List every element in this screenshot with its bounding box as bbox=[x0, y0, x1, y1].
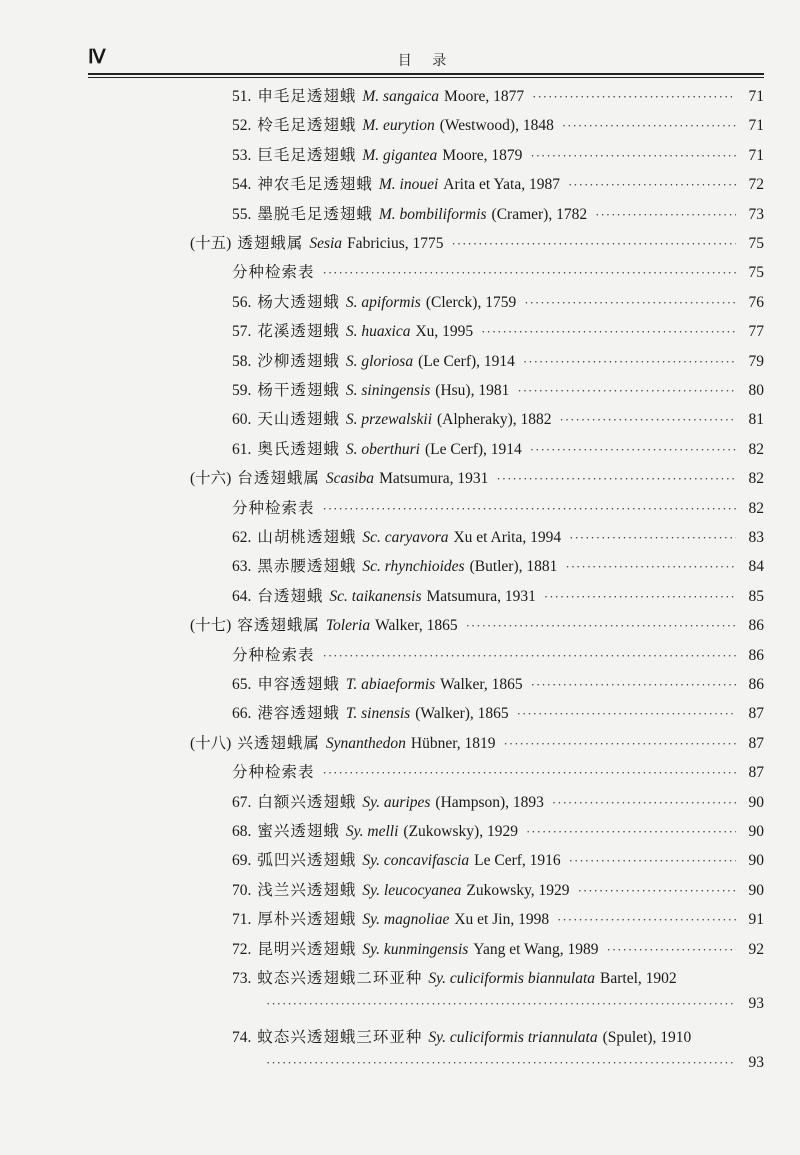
entry-number: 70. bbox=[232, 881, 252, 899]
page-number-ref: 91 bbox=[748, 911, 764, 929]
page-number-ref: 71 bbox=[748, 146, 764, 164]
chinese-name: 柃毛足透翅蛾 bbox=[257, 116, 357, 135]
toc-entry bbox=[232, 966, 764, 990]
entry-number: 69. bbox=[232, 852, 252, 870]
page-number-ref: 83 bbox=[748, 529, 764, 546]
page-number-ref: 82 bbox=[748, 470, 764, 488]
entry-number: (十八) bbox=[190, 734, 232, 752]
toc-entry bbox=[232, 525, 764, 549]
entry-number: 68. bbox=[232, 823, 252, 840]
chinese-name: 蚊态兴透翅蛾二环亚种 bbox=[257, 969, 423, 987]
leader-dots bbox=[560, 412, 736, 428]
leader-dots bbox=[266, 996, 736, 1012]
page-number-ref: 82 bbox=[748, 440, 764, 458]
toc-key-entry bbox=[232, 260, 764, 284]
chinese-name: 花溪透翅蛾 bbox=[257, 322, 340, 341]
authority: (Clerck), 1759 bbox=[425, 293, 517, 311]
leader-dots bbox=[531, 677, 736, 693]
toc-entry bbox=[232, 172, 764, 196]
authority: (Westwood), 1848 bbox=[439, 117, 554, 135]
authority: (Hampson), 1893 bbox=[435, 793, 544, 811]
page-number-ref: 93 bbox=[748, 995, 764, 1013]
entry-number: 67. bbox=[232, 793, 252, 811]
authority: (Spulet), 1910 bbox=[602, 1028, 692, 1046]
toc-entry-continuation bbox=[266, 1054, 764, 1078]
authority: Yang et Wang, 1989 bbox=[473, 940, 599, 958]
leader-dots bbox=[504, 736, 736, 752]
toc-entry bbox=[232, 113, 764, 137]
entry-number: 65. bbox=[232, 676, 252, 693]
chinese-name: 蚊态兴透翅蛾三环亚种 bbox=[257, 1027, 423, 1046]
chinese-name: 神农毛足透翅蛾 bbox=[257, 175, 373, 194]
authority: Arita et Yata, 1987 bbox=[443, 176, 560, 194]
entry-number: 55. bbox=[232, 205, 252, 223]
toc-section bbox=[190, 613, 764, 637]
entry-number: 51. bbox=[232, 88, 252, 105]
running-title: 目 录 bbox=[397, 53, 455, 69]
leader-dots bbox=[517, 383, 736, 399]
toc-section bbox=[190, 731, 764, 755]
authority: Walker, 1865 bbox=[375, 617, 458, 635]
entry-number: 54. bbox=[232, 176, 252, 194]
chinese-name: 山胡桃透翅蛾 bbox=[257, 528, 357, 546]
chinese-name: 透翅蛾属 bbox=[237, 234, 304, 252]
scientific-name: Sy. melli bbox=[345, 823, 399, 840]
chinese-name: 墨脱毛足透翅蛾 bbox=[257, 204, 373, 223]
chinese-name: 杨干透翅蛾 bbox=[257, 381, 340, 399]
chinese-name: 港容透翅蛾 bbox=[257, 704, 340, 723]
toc-key-entry bbox=[232, 760, 764, 784]
leader-dots bbox=[517, 706, 736, 722]
leader-dots bbox=[530, 148, 736, 164]
chinese-name: 分种检索表 bbox=[232, 763, 315, 782]
scientific-name: M. inouei bbox=[378, 176, 439, 194]
entry-number: 71. bbox=[232, 911, 252, 929]
leader-dots bbox=[496, 471, 736, 487]
entry-number: (十六) bbox=[190, 470, 232, 488]
scientific-name: Sy. auripes bbox=[362, 793, 431, 811]
entry-number: 72. bbox=[232, 940, 252, 958]
page-number-ref: 92 bbox=[748, 940, 764, 958]
authority: (Le Cerf), 1914 bbox=[418, 352, 515, 370]
toc-entry bbox=[232, 407, 764, 431]
leader-dots bbox=[569, 853, 736, 869]
authority: Fabricius, 1775 bbox=[347, 235, 444, 252]
page-number-ref: 90 bbox=[748, 823, 764, 840]
chinese-name: 弧凹兴透翅蛾 bbox=[257, 851, 357, 870]
toc-entry bbox=[232, 202, 764, 226]
toc-entry bbox=[232, 701, 764, 725]
toc-section bbox=[190, 231, 764, 255]
scientific-name: T. abiaeformis bbox=[345, 676, 436, 693]
page-number-ref: 77 bbox=[748, 323, 764, 341]
toc-entry bbox=[232, 554, 764, 578]
authority: (Hsu), 1981 bbox=[435, 382, 510, 399]
toc-entry bbox=[232, 907, 764, 931]
authority: Xu, 1995 bbox=[415, 323, 474, 341]
scientific-name: Scasiba bbox=[325, 470, 375, 488]
chinese-name: 昆明兴透翅蛾 bbox=[257, 939, 357, 958]
page-number-ref: 80 bbox=[748, 382, 764, 399]
scientific-name: Sy. concavifascia bbox=[362, 852, 470, 870]
page-number-ref: 79 bbox=[748, 352, 764, 370]
leader-dots bbox=[466, 618, 736, 634]
toc-entry bbox=[232, 290, 764, 314]
entry-number: 64. bbox=[232, 587, 252, 605]
entry-number: 73. bbox=[232, 970, 252, 987]
authority: Xu et Arita, 1994 bbox=[453, 529, 562, 546]
chinese-name: 台透翅蛾属 bbox=[237, 469, 320, 488]
entry-number: 63. bbox=[232, 558, 252, 576]
entry-number: 52. bbox=[232, 117, 252, 135]
toc-entry bbox=[232, 319, 764, 343]
page-number-ref: 86 bbox=[748, 646, 764, 664]
page-number-ref: 87 bbox=[748, 734, 764, 752]
authority: Hübner, 1819 bbox=[410, 734, 496, 752]
page-number: Ⅳ bbox=[88, 47, 106, 68]
scientific-name: Sesia bbox=[309, 235, 343, 252]
toc-entry bbox=[232, 378, 764, 402]
page-number-ref: 87 bbox=[748, 764, 764, 782]
leader-dots bbox=[578, 883, 736, 899]
entry-number: 61. bbox=[232, 440, 252, 458]
entry-number: 53. bbox=[232, 146, 252, 164]
chinese-name: 杨大透翅蛾 bbox=[257, 292, 340, 311]
authority: (Butler), 1881 bbox=[469, 558, 558, 576]
toc-key-entry bbox=[232, 496, 764, 520]
authority: (Zukowsky), 1929 bbox=[403, 823, 518, 840]
page-number-ref: 84 bbox=[748, 558, 764, 576]
authority: (Le Cerf), 1914 bbox=[424, 440, 522, 458]
chinese-name: 巨毛足透翅蛾 bbox=[257, 145, 357, 164]
authority: (Walker), 1865 bbox=[415, 705, 509, 723]
scientific-name: S. gloriosa bbox=[345, 352, 414, 370]
page-number-ref: 71 bbox=[748, 117, 764, 135]
entry-number: 57. bbox=[232, 323, 252, 341]
page-number-ref: 81 bbox=[748, 411, 764, 429]
toc-entry bbox=[232, 437, 764, 461]
leader-dots bbox=[323, 765, 736, 781]
entry-number: 60. bbox=[232, 411, 252, 429]
chinese-name: 蜜兴透翅蛾 bbox=[257, 822, 340, 840]
authority: Zukowsky, 1929 bbox=[466, 881, 570, 899]
toc-entry-continuation bbox=[266, 995, 764, 1019]
toc-entry bbox=[232, 84, 764, 108]
leader-dots bbox=[565, 559, 736, 575]
leader-dots bbox=[323, 648, 736, 664]
chinese-name: 台透翅蛾 bbox=[257, 586, 324, 605]
chinese-name: 申毛足透翅蛾 bbox=[257, 87, 357, 105]
header-rule-thick bbox=[88, 73, 764, 75]
page-number-ref: 72 bbox=[748, 176, 764, 194]
page-number-ref: 75 bbox=[748, 235, 764, 252]
leader-dots bbox=[323, 265, 736, 281]
scientific-name: M. eurytion bbox=[362, 117, 435, 135]
leader-dots bbox=[532, 89, 736, 105]
scientific-name: M. gigantea bbox=[362, 146, 438, 164]
page-number-ref: 90 bbox=[748, 852, 764, 870]
scientific-name: S. oberthuri bbox=[345, 440, 420, 458]
leader-dots bbox=[557, 912, 736, 928]
scientific-name: Sy. leucocyanea bbox=[362, 881, 462, 899]
toc-entry bbox=[232, 349, 764, 373]
header-rule-thin bbox=[88, 77, 764, 78]
chinese-name: 分种检索表 bbox=[232, 263, 315, 282]
chinese-name: 兴透翅蛾属 bbox=[237, 733, 320, 752]
page-number-ref: 82 bbox=[748, 499, 764, 517]
leader-dots bbox=[481, 324, 736, 340]
page-number-ref: 87 bbox=[748, 705, 764, 723]
scientific-name: S. huaxica bbox=[345, 323, 411, 341]
leader-dots bbox=[562, 118, 736, 134]
chinese-name: 厚朴兴透翅蛾 bbox=[257, 910, 357, 929]
scientific-name: Sy. culiciformis biannulata bbox=[428, 970, 596, 987]
scientific-name: M. sangaica bbox=[362, 88, 440, 105]
leader-dots bbox=[323, 501, 736, 517]
authority: Bartel, 1902 bbox=[600, 970, 677, 987]
toc-entry bbox=[232, 672, 764, 696]
leader-dots bbox=[524, 295, 736, 311]
page-number-ref: 73 bbox=[748, 205, 764, 223]
toc-entry bbox=[232, 819, 764, 843]
entry-number: (十七) bbox=[190, 617, 232, 635]
page-number-ref: 76 bbox=[748, 293, 764, 311]
page-number-ref: 86 bbox=[748, 617, 764, 635]
authority: Walker, 1865 bbox=[440, 676, 523, 693]
authority: Moore, 1879 bbox=[442, 146, 523, 164]
toc-entry bbox=[232, 790, 764, 814]
page-number-ref: 90 bbox=[748, 881, 764, 899]
authority: Xu et Jin, 1998 bbox=[454, 911, 550, 929]
page-number-ref: 75 bbox=[748, 264, 764, 282]
toc-section bbox=[190, 466, 764, 490]
leader-dots bbox=[523, 354, 736, 370]
page-number-ref: 86 bbox=[748, 676, 764, 693]
scientific-name: T. sinensis bbox=[345, 705, 411, 723]
entry-number: 74. bbox=[232, 1028, 252, 1046]
authority: (Alpheraky), 1882 bbox=[437, 411, 552, 429]
authority: Le Cerf, 1916 bbox=[474, 852, 561, 870]
leader-dots bbox=[526, 824, 736, 840]
scientific-name: Sc. taikanensis bbox=[329, 587, 422, 605]
scientific-name: M. bombiliformis bbox=[378, 205, 487, 223]
toc-entry bbox=[232, 584, 764, 608]
scientific-name: S. apiformis bbox=[345, 293, 421, 311]
scientific-name: Synanthedon bbox=[325, 734, 406, 752]
page-number-ref: 85 bbox=[748, 587, 764, 605]
leader-dots bbox=[544, 589, 736, 605]
chinese-name: 分种检索表 bbox=[232, 498, 315, 517]
leader-dots bbox=[530, 442, 736, 458]
scientific-name: S. siningensis bbox=[345, 382, 431, 399]
entry-number: 59. bbox=[232, 382, 252, 399]
leader-dots bbox=[595, 207, 736, 223]
entry-number: 56. bbox=[232, 293, 252, 311]
chinese-name: 黑赤腰透翅蛾 bbox=[257, 557, 357, 576]
chinese-name: 浅兰兴透翅蛾 bbox=[257, 880, 357, 899]
page-header bbox=[88, 44, 764, 74]
chinese-name: 沙柳透翅蛾 bbox=[257, 351, 340, 370]
page-number-ref: 71 bbox=[748, 88, 764, 105]
toc-entry bbox=[232, 1025, 764, 1049]
toc-entry bbox=[232, 937, 764, 961]
toc-entry bbox=[232, 848, 764, 872]
authority: (Cramer), 1782 bbox=[491, 205, 588, 223]
chinese-name: 容透翅蛾属 bbox=[237, 616, 320, 635]
scientific-name: Sc. rhynchioides bbox=[362, 558, 465, 576]
leader-dots bbox=[552, 795, 736, 811]
scientific-name: Sy. kunmingensis bbox=[362, 940, 469, 958]
chinese-name: 天山透翅蛾 bbox=[257, 410, 340, 429]
page-number-ref: 93 bbox=[748, 1054, 764, 1072]
scientific-name: S. przewalskii bbox=[345, 411, 433, 429]
leader-dots bbox=[452, 236, 737, 252]
scientific-name: Sc. caryavora bbox=[362, 529, 449, 546]
leader-dots bbox=[569, 530, 736, 546]
toc-entry bbox=[232, 143, 764, 167]
chinese-name: 奥氏透翅蛾 bbox=[257, 439, 340, 458]
scientific-name: Sy. magnoliae bbox=[362, 911, 450, 929]
entry-number: 66. bbox=[232, 705, 252, 723]
entry-number: (十五) bbox=[190, 235, 232, 252]
leader-dots bbox=[266, 1055, 736, 1071]
entry-number: 58. bbox=[232, 352, 252, 370]
leader-dots bbox=[568, 177, 736, 193]
scientific-name: Toleria bbox=[325, 617, 371, 635]
leader-dots bbox=[607, 942, 737, 958]
page-number-ref: 90 bbox=[748, 793, 764, 811]
chinese-name: 申容透翅蛾 bbox=[257, 675, 340, 693]
chinese-name: 白额兴透翅蛾 bbox=[257, 792, 357, 811]
entry-number: 62. bbox=[232, 529, 252, 546]
scientific-name: Sy. culiciformis triannulata bbox=[428, 1028, 598, 1046]
authority: Matsumura, 1931 bbox=[379, 470, 489, 488]
toc-key-entry bbox=[232, 643, 764, 667]
chinese-name: 分种检索表 bbox=[232, 645, 315, 664]
authority: Matsumura, 1931 bbox=[426, 587, 536, 605]
authority: Moore, 1877 bbox=[444, 88, 525, 105]
toc-entry bbox=[232, 878, 764, 902]
